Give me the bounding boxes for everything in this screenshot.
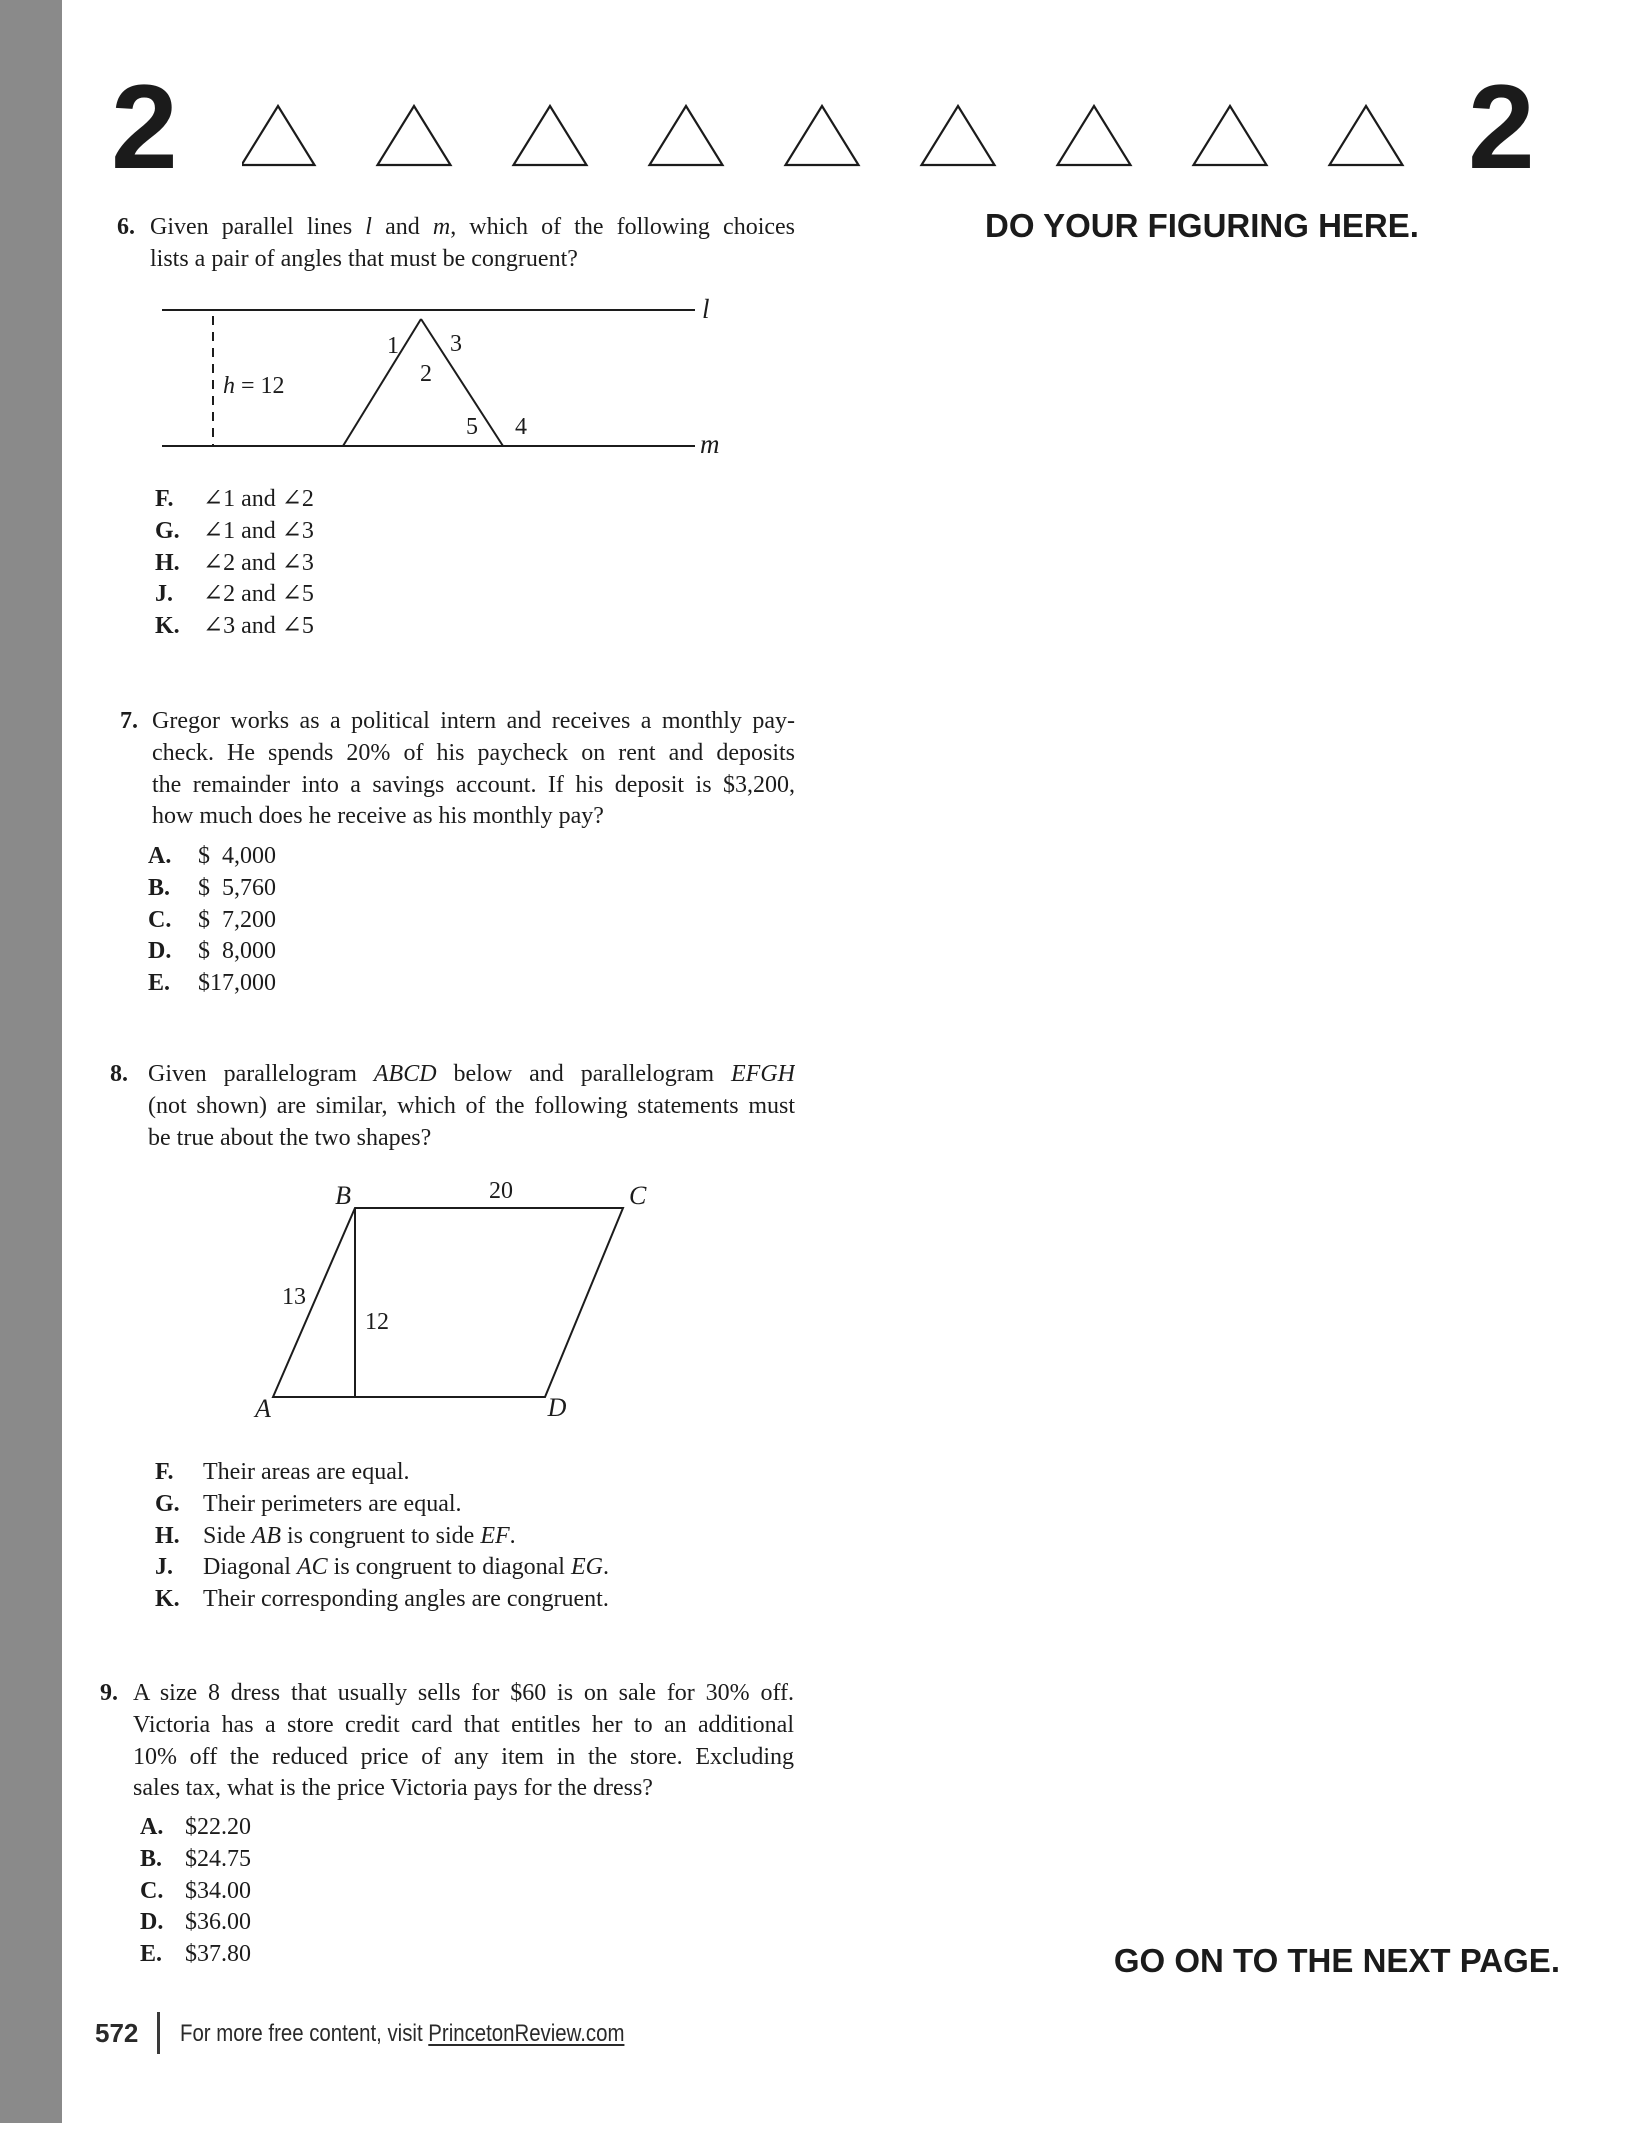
- triangle-left-side: [343, 319, 421, 446]
- question-6-number: 6.: [117, 214, 135, 240]
- choice-letter: E.: [148, 970, 171, 997]
- line-m-label: m: [700, 429, 720, 459]
- choice-row: [140, 1844, 251, 1876]
- choice-letter: J.: [155, 581, 173, 608]
- choice-row: [140, 1939, 251, 1971]
- choice-letter: F.: [155, 1459, 174, 1485]
- vertex-c-label: C: [629, 1181, 647, 1210]
- question-8-choices: [155, 1457, 609, 1616]
- vertex-d-label: D: [547, 1393, 567, 1422]
- choice-letter: K.: [155, 1586, 180, 1613]
- choice-letter: C.: [140, 1877, 164, 1904]
- vertex-a-label: A: [255, 1394, 271, 1423]
- angle-2-label: 2: [420, 361, 432, 387]
- choice-text: ∠2 and ∠3: [203, 549, 314, 576]
- princeton-review-link[interactable]: PrincetonReview.com: [428, 2020, 625, 2047]
- choice-letter: C.: [148, 906, 172, 933]
- footer-divider: [157, 2012, 160, 2054]
- triangle-icon: [1194, 106, 1267, 165]
- choice-letter: E.: [140, 1941, 163, 1968]
- choice-text: ∠2 and ∠5: [203, 581, 314, 608]
- choice-row: [148, 873, 276, 905]
- choice-text: $34.00: [185, 1877, 251, 1904]
- footer-promo: For more free content, visit PrincetonReview.com: [180, 2020, 625, 2047]
- question-8-line-3: be true about the two shapes?: [148, 1124, 432, 1151]
- choice-text: $22.20: [185, 1814, 251, 1840]
- choice-letter: H.: [155, 1522, 180, 1549]
- question-7-line-2: check. He spends 20% of his paycheck on rent and deposits: [152, 739, 795, 766]
- choice-text: $ 8,000: [198, 938, 276, 965]
- choice-text: Side AB is congruent to side EF.: [203, 1522, 516, 1549]
- choice-row: [140, 1907, 251, 1939]
- question-6-choices: [155, 484, 314, 643]
- choice-text: $ 7,200: [198, 906, 276, 933]
- choice-row: [155, 1457, 609, 1489]
- choice-letter: J.: [155, 1554, 173, 1581]
- question-9-line-4: sales tax, what is the price Victoria pays for the dress?: [133, 1775, 653, 1802]
- choice-letter: G.: [155, 517, 180, 544]
- choice-text: $24.75: [185, 1845, 251, 1872]
- choice-row: [148, 905, 276, 937]
- choice-row: [155, 516, 314, 548]
- choice-letter: H.: [155, 549, 180, 576]
- triangle-icon: [242, 106, 315, 165]
- choice-text: $ 4,000: [198, 843, 276, 869]
- choice-letter: K.: [155, 613, 180, 640]
- choice-letter: B.: [148, 874, 171, 901]
- question-6-text: [150, 212, 795, 276]
- choice-text: ∠1 and ∠2: [203, 486, 314, 512]
- choice-letter: D.: [148, 938, 172, 965]
- question-9-number: 9.: [100, 1680, 118, 1706]
- question-9-line-3: 10% off the reduced price of any item in the store. Excluding: [133, 1743, 794, 1770]
- question-6-line-2: lists a pair of angles that must be congruent?: [150, 245, 578, 272]
- question-8-text: [148, 1059, 795, 1154]
- choice-letter: A.: [140, 1814, 164, 1840]
- section-number-right: 2: [1468, 60, 1533, 194]
- choice-letter: F.: [155, 486, 174, 512]
- height-label: h = 12: [223, 373, 285, 399]
- angle-5-label: 5: [466, 414, 478, 440]
- choice-row: [148, 936, 276, 968]
- choice-text: Diagonal AC is congruent to diagonal EG.: [203, 1554, 609, 1581]
- choice-letter: G.: [155, 1490, 180, 1517]
- choice-text: ∠1 and ∠3: [203, 517, 314, 544]
- angle-1-label: 1: [387, 333, 399, 359]
- question-9-choices: [140, 1812, 251, 1971]
- choice-row: [155, 579, 314, 611]
- choice-letter: A.: [148, 843, 172, 869]
- choice-text: $ 5,760: [198, 874, 276, 901]
- choice-text: $36.00: [185, 1909, 251, 1936]
- triangle-icon: [514, 106, 587, 165]
- parallelogram-diagram: [230, 1160, 670, 1430]
- parallel-lines-diagram: [140, 285, 740, 460]
- choice-row: [155, 484, 314, 516]
- triangle-banner: [242, 102, 1407, 168]
- choice-row: [140, 1876, 251, 1908]
- top-side-length-label: 20: [489, 1178, 513, 1204]
- left-side-length-label: 13: [282, 1284, 306, 1310]
- triangle-right-side: [421, 319, 503, 446]
- go-on-footer-instruction: GO ON TO THE NEXT PAGE.: [1113, 1942, 1560, 1979]
- triangle-icon: [786, 106, 859, 165]
- question-7-choices: [148, 841, 276, 1000]
- angle-3-label: 3: [450, 331, 462, 357]
- book-page-number: 572: [95, 2018, 139, 2048]
- choice-text: ∠3 and ∠5: [203, 613, 314, 640]
- choice-text: $17,000: [198, 970, 276, 997]
- choice-text: $37.80: [185, 1941, 251, 1968]
- choice-text: Their corresponding angles are congruent.: [203, 1586, 609, 1613]
- triangle-icon: [922, 106, 995, 165]
- question-9-line-2: Victoria has a store credit card that entitles her to an additional: [133, 1711, 794, 1738]
- choice-text: Their areas are equal.: [203, 1459, 410, 1485]
- question-6-line-1: Given parallel lines l and m, which of the following choices: [150, 214, 795, 240]
- question-7-number: 7.: [120, 708, 138, 734]
- choice-text: Their perimeters are equal.: [203, 1490, 462, 1517]
- question-7-line-4: how much does he receive as his monthly pay?: [152, 803, 604, 830]
- section-number-left: 2: [111, 60, 176, 194]
- choice-row: [155, 1584, 609, 1616]
- choice-row: [148, 968, 276, 1000]
- choice-letter: B.: [140, 1845, 163, 1872]
- choice-row: [140, 1812, 251, 1844]
- choice-row: [155, 1552, 609, 1584]
- choice-row: [155, 548, 314, 580]
- triangle-icon: [1330, 106, 1403, 165]
- question-7-line-3: the remainder into a savings account. If his deposit is $3,200,: [152, 771, 795, 798]
- question-9-text: [133, 1678, 794, 1805]
- page-edge-gray-strip: [0, 0, 62, 2123]
- angle-4-label: 4: [515, 414, 527, 440]
- line-l-label: l: [702, 294, 710, 324]
- triangle-icon: [650, 106, 723, 165]
- choice-letter: D.: [140, 1909, 164, 1936]
- question-7-text: [152, 706, 795, 833]
- figuring-header: DO YOUR FIGURING HERE.: [985, 207, 1419, 244]
- question-8-number: 8.: [110, 1061, 128, 1087]
- vertex-b-label: B: [335, 1181, 351, 1210]
- choice-row: [155, 1521, 609, 1553]
- parallelogram-outline: [273, 1208, 623, 1397]
- choice-row: [155, 1489, 609, 1521]
- triangle-icon: [378, 106, 451, 165]
- height-length-label: 12: [365, 1309, 389, 1335]
- triangle-icon: [1058, 106, 1131, 165]
- question-9-line-1: A size 8 dress that usually sells for $60 is on sale for 30% off.: [133, 1680, 794, 1706]
- question-7-line-1: Gregor works as a political intern and receives a monthly pay-: [152, 708, 795, 734]
- question-8-line-1: Given parallelogram ABCD below and parallelogram EFGH: [148, 1061, 795, 1087]
- choice-row: [148, 841, 276, 873]
- choice-row: [155, 611, 314, 643]
- question-8-line-2: (not shown) are similar, which of the following statements must: [148, 1092, 795, 1119]
